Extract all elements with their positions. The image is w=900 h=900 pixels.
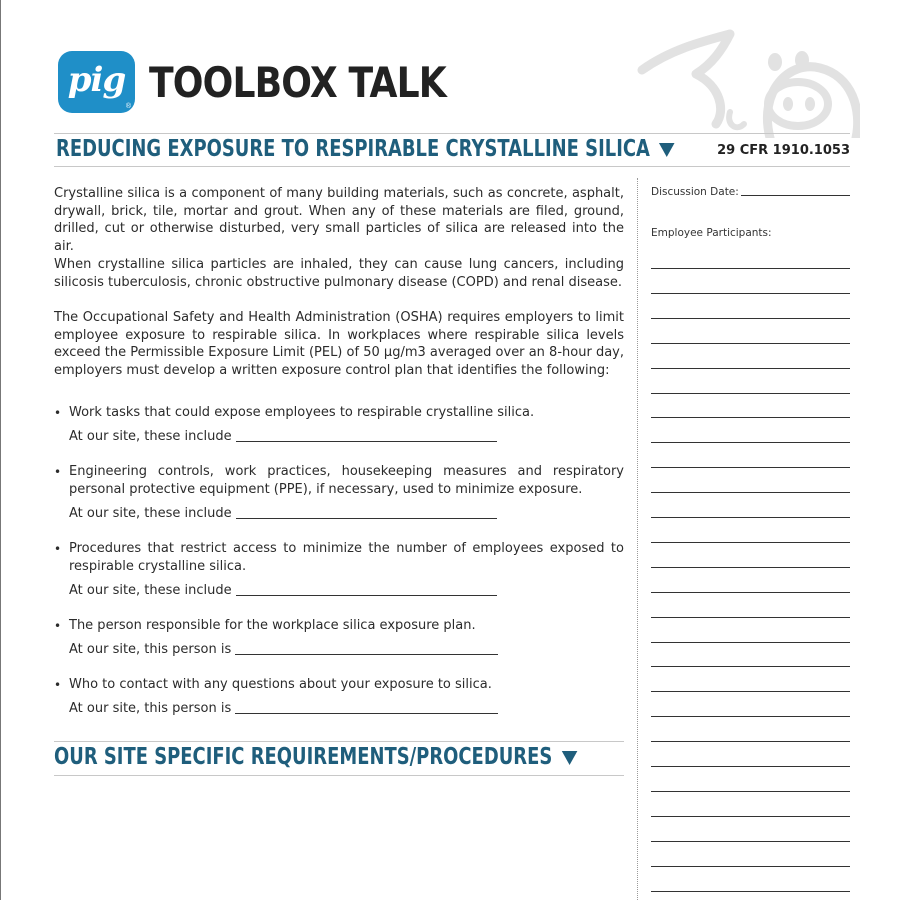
- participant-line[interactable]: [651, 368, 850, 369]
- site-label: At our site, these include: [69, 429, 232, 444]
- participant-line[interactable]: [651, 318, 850, 319]
- bullet-text: Work tasks that could expose employees to respirable crystalline silica.: [69, 405, 535, 420]
- fill-in-line[interactable]: [236, 440, 497, 442]
- participant-line[interactable]: [651, 492, 850, 493]
- participant-line[interactable]: [651, 841, 850, 842]
- participant-line[interactable]: [651, 642, 850, 643]
- bullet-icon: •: [54, 406, 62, 420]
- bullet-text: Procedures that restrict access to minimize the number of employees exposed to respirable crystalline silica.: [69, 541, 624, 574]
- participants-label: Employee Participants:: [651, 227, 772, 239]
- bullet-text: Engineering controls, work practices, housekeeping measures and respiratory personal protective equipment (PPE), if necessary, used to minimize exposure.: [69, 464, 624, 497]
- bullet-icon: •: [54, 542, 62, 556]
- paragraph-health-effects: When crystalline silica particles are inhaled, they can cause lung cancers, including silicosis tuberculosis, chronic obstructive pulmonary disease (COPD) and renal disease.: [54, 257, 624, 290]
- site-label: At our site, this person is: [69, 642, 232, 657]
- page-title: TOOLBOX TALK: [149, 58, 446, 107]
- participant-line[interactable]: [651, 816, 850, 817]
- site-label: At our site, these include: [69, 583, 232, 598]
- pig-logo: [58, 51, 135, 113]
- paragraph-osha: The Occupational Safety and Health Administration (OSHA) requires employers to limit employee exposure to respirable silica. In workplaces where respirable silica levels exceed the Permissible Exposure Limit (PEL) of 50 µg/m3 averaged over an 8-hour day, employers must develop a written exposure control plan that identifies the following:: [54, 310, 624, 378]
- triangle-down-icon: [562, 751, 578, 765]
- participant-line[interactable]: [651, 467, 850, 468]
- participant-line[interactable]: [651, 866, 850, 867]
- list-item: [54, 617, 624, 659]
- participant-line[interactable]: [651, 393, 850, 394]
- fill-in-line[interactable]: [236, 517, 497, 519]
- site-section-heading-text: OUR SITE SPECIFIC REQUIREMENTS/PROCEDURES: [54, 744, 553, 770]
- bullet-text: The person responsible for the workplace silica exposure plan.: [69, 618, 476, 633]
- bullet-icon: •: [54, 619, 62, 633]
- triangle-down-icon: [659, 143, 675, 157]
- discussion-date-label: Discussion Date:: [651, 186, 739, 198]
- regulation-reference: 29 CFR 1910.1053: [717, 143, 850, 158]
- participant-line[interactable]: [651, 517, 850, 518]
- participant-line[interactable]: [651, 417, 850, 418]
- paragraph-intro: Crystalline silica is a component of many building materials, such as concrete, asphalt, drywall, brick, tile, mortar and grout. When any of these materials are filed, ground, drilled, cut or otherwise disturbed, very small particles of silica are released into the air.: [54, 186, 624, 254]
- page-edge: [0, 0, 1, 900]
- participant-line[interactable]: [651, 716, 850, 717]
- participant-line[interactable]: [651, 567, 850, 568]
- fill-in-line[interactable]: [235, 653, 498, 655]
- participant-line[interactable]: [651, 891, 850, 892]
- participant-line[interactable]: [651, 741, 850, 742]
- bullet-text: Who to contact with any questions about your exposure to silica.: [69, 677, 492, 692]
- participant-line[interactable]: [651, 268, 850, 269]
- fill-in-line[interactable]: [235, 712, 498, 714]
- heading-rule-bottom: [54, 166, 850, 167]
- topic-heading-text: REDUCING EXPOSURE TO RESPIRABLE CRYSTALLINE SILICA: [56, 136, 650, 162]
- fill-in-line[interactable]: [236, 594, 497, 596]
- list-item: [54, 676, 624, 718]
- participant-line[interactable]: [651, 592, 850, 593]
- site-section-heading: [54, 744, 577, 770]
- participant-line[interactable]: [651, 343, 850, 344]
- participant-line[interactable]: [651, 442, 850, 443]
- column-divider: [637, 178, 638, 900]
- participant-line[interactable]: [651, 791, 850, 792]
- topic-heading: [56, 136, 675, 162]
- participant-line[interactable]: [651, 666, 850, 667]
- list-item: [54, 404, 624, 446]
- list-item: [54, 540, 624, 600]
- site-heading-rule-top: [54, 741, 624, 742]
- bullet-icon: •: [54, 678, 62, 692]
- bullet-icon: •: [54, 465, 62, 479]
- participant-line[interactable]: [651, 691, 850, 692]
- participant-line[interactable]: [651, 766, 850, 767]
- heading-rule-top: [54, 133, 850, 134]
- discussion-date-field[interactable]: [741, 195, 850, 196]
- pig-watermark-icon: [630, 20, 860, 138]
- list-item: [54, 463, 624, 523]
- site-label: At our site, this person is: [69, 701, 232, 716]
- logo-text: pig: [67, 60, 126, 100]
- participant-line[interactable]: [651, 293, 850, 294]
- participant-line[interactable]: [651, 617, 850, 618]
- site-label: At our site, these include: [69, 506, 232, 521]
- participant-line[interactable]: [651, 542, 850, 543]
- site-heading-rule-bottom: [54, 775, 624, 776]
- registered-mark: ®: [125, 103, 131, 110]
